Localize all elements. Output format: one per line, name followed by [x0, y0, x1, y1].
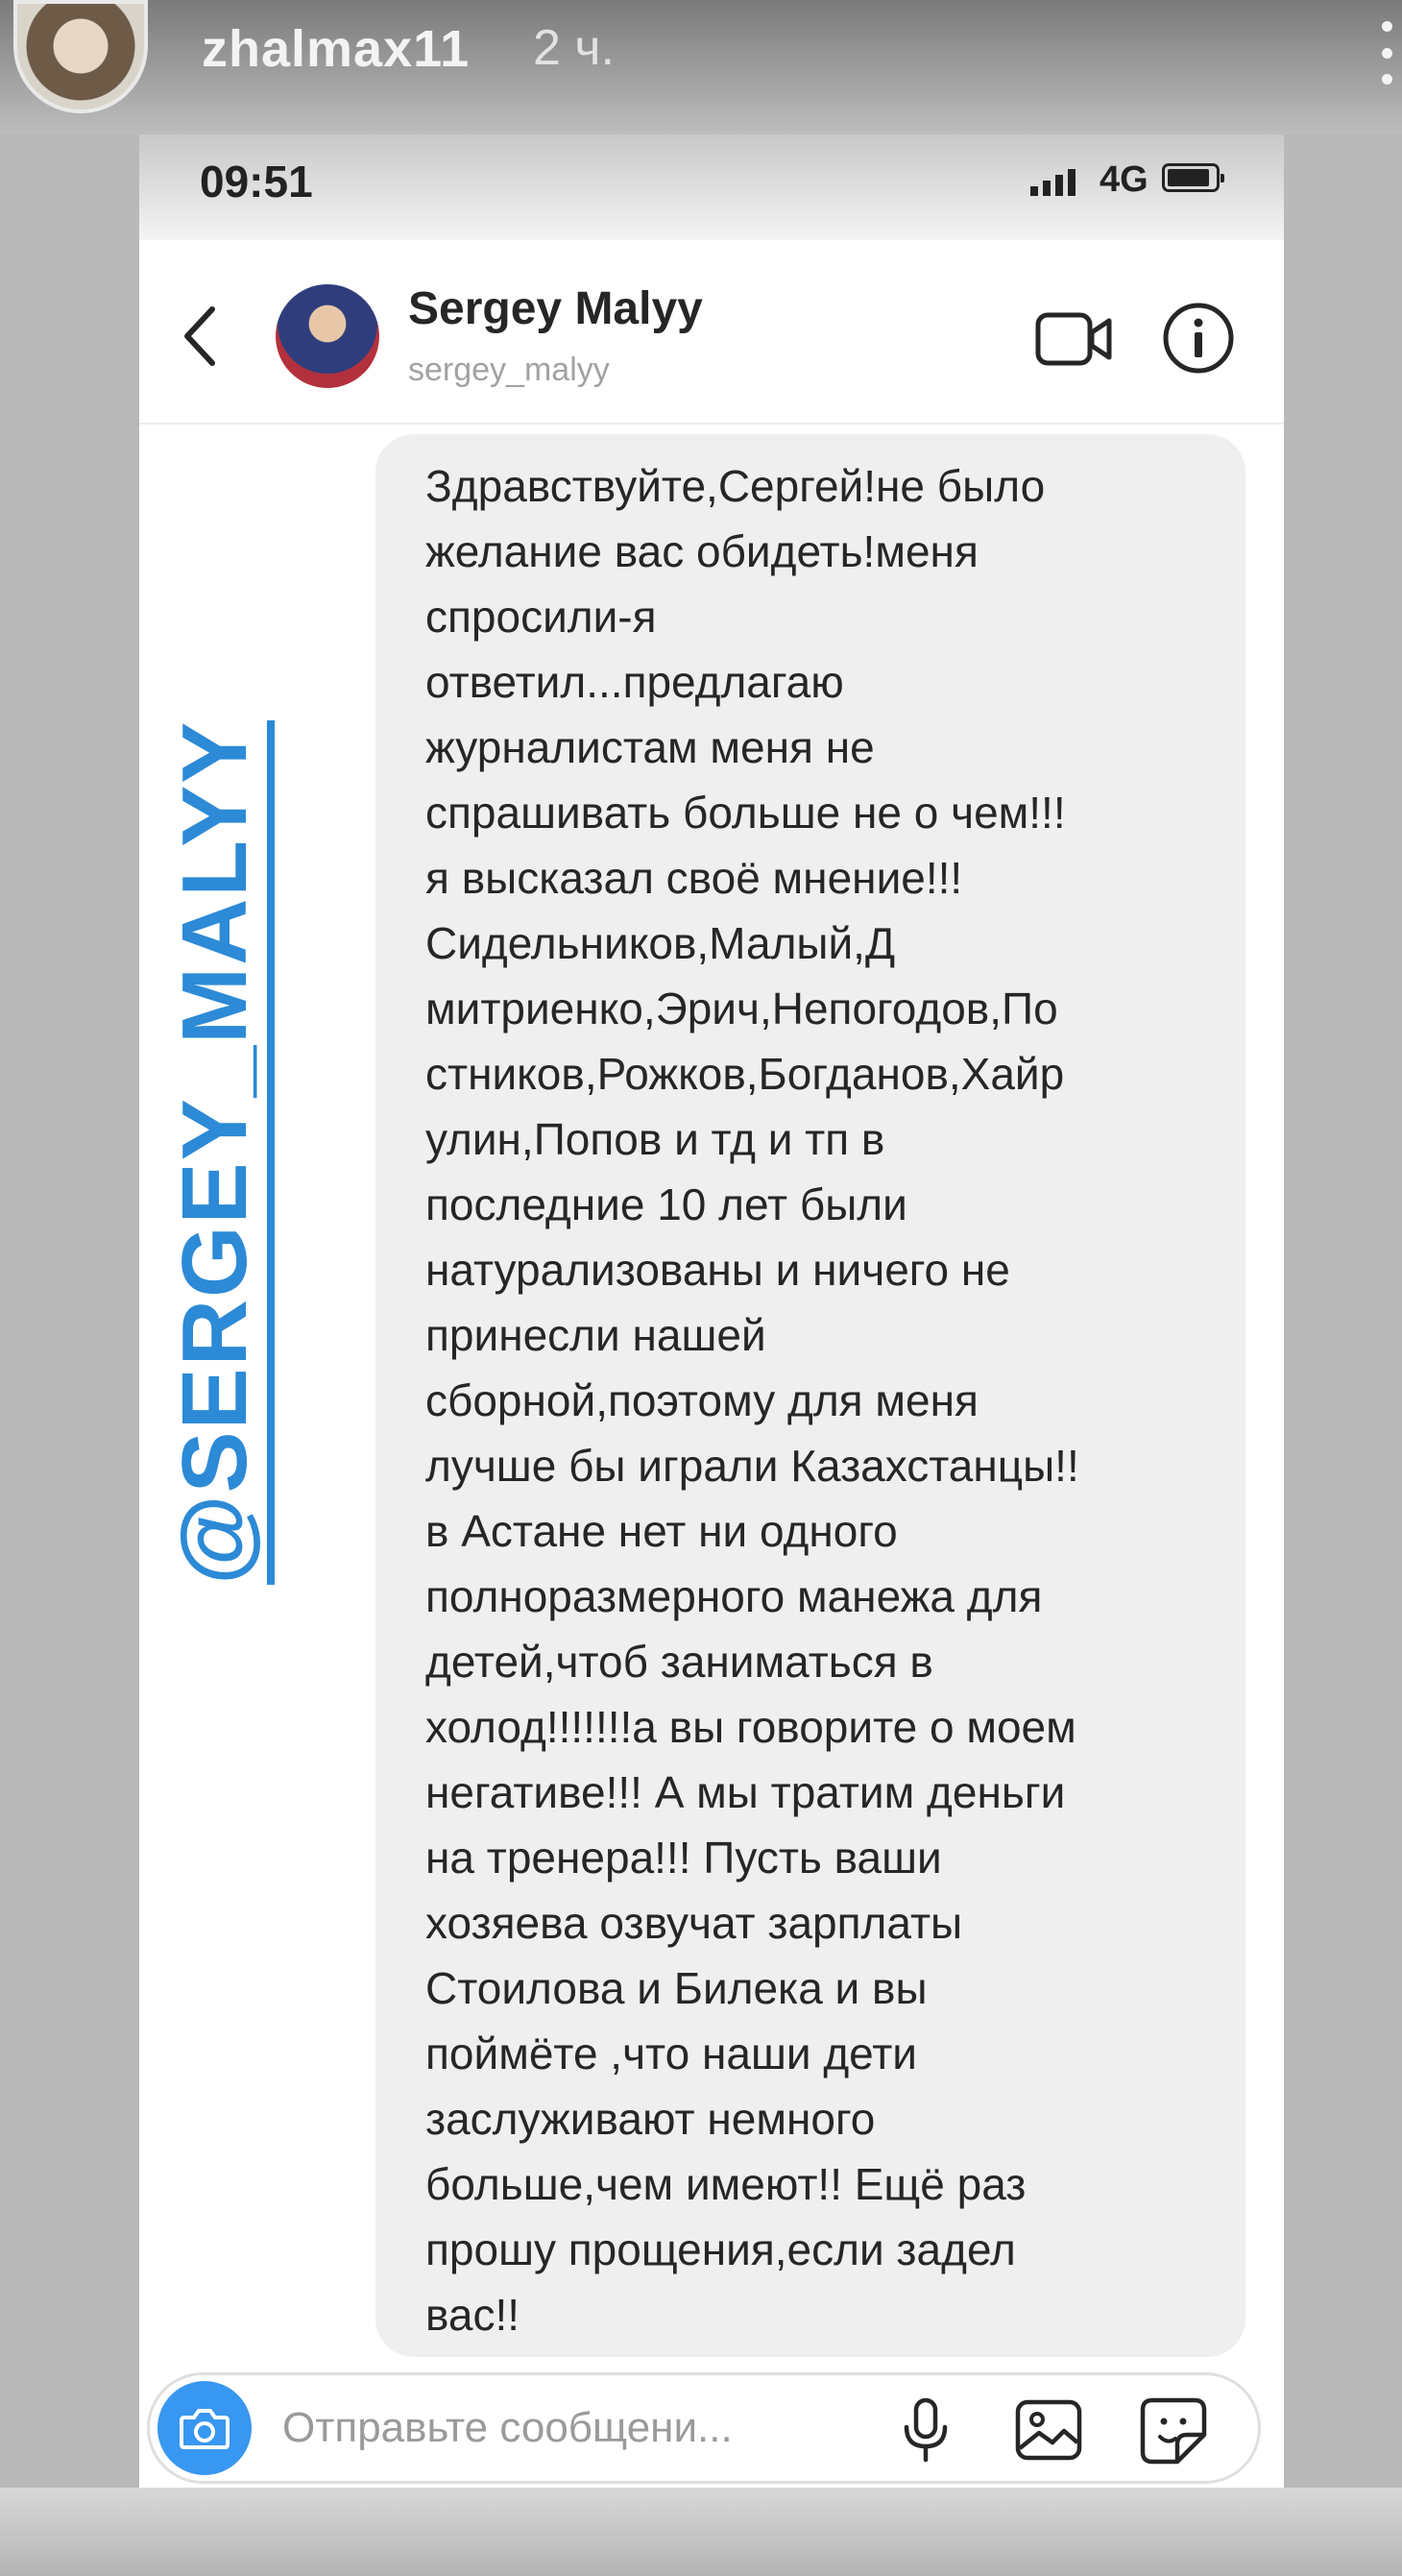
more-options-icon[interactable]	[1379, 21, 1394, 85]
signal-icon	[1030, 169, 1076, 196]
message-text: Здравствуйте,Сергей!не было желание вас обидеть!меня спросили-я ответил...предлагаю журналистам меня не спрашивать больше не о чем!!! я высказал своё мнение!!! Сидельников,Малый,Д митриенко,Эрич,Непогодов,По стников,Рожков,Богданов,Хайр улин,Попов и тд и тп в последние 10 лет были натурализованы и ничего не принесли нашей сборной,поэтому для меня лучше бы играли Казахстанцы!! в Астане нет ни одного полноразмерного манежа для детей,чтоб заниматься в холод!!!!!!!а вы говорите о моем негативе!!! А мы тратим деньги на тренера!!! Пусть ваши хозяева озвучат зарплаты Стоилова и Билека и вы поймёте ,что наши дети заслуживают немного больше,чем имеют!! Ещё раз прошу прощения,если задел вас!!	[425, 461, 1079, 2340]
info-icon[interactable]	[1160, 300, 1237, 377]
story-username[interactable]: zhalmax11	[202, 20, 471, 78]
message-input[interactable]	[280, 2398, 822, 2458]
battery-icon	[1162, 163, 1220, 192]
story-header	[0, 0, 1402, 134]
contact-handle: sergey_malyy	[408, 352, 610, 388]
contact-name[interactable]: Sergey Malyy	[408, 283, 703, 334]
sticker-icon[interactable]	[1139, 2396, 1208, 2466]
story-footer	[0, 2488, 1402, 2576]
status-time: 09:51	[200, 157, 313, 207]
video-camera-icon[interactable]	[1034, 309, 1115, 369]
message-bubble[interactable]	[375, 434, 1245, 2357]
dm-screenshot	[139, 134, 1284, 2488]
image-icon[interactable]	[1014, 2398, 1083, 2462]
avatar[interactable]	[276, 284, 379, 388]
camera-button[interactable]	[157, 2381, 252, 2475]
message-composer	[147, 2372, 1261, 2484]
mention-text: @SERGEY_MALYY	[169, 720, 275, 1585]
story-avatar[interactable]	[13, 0, 148, 113]
chevron-left-icon[interactable]	[174, 298, 226, 375]
chat-header	[139, 240, 1284, 425]
mention-sticker[interactable]	[163, 432, 275, 1585]
story-time-ago: 2 ч.	[533, 20, 615, 76]
microphone-icon[interactable]	[899, 2396, 953, 2464]
camera-icon	[179, 2406, 230, 2450]
network-type: 4G	[1100, 159, 1148, 200]
status-bar	[139, 134, 1284, 240]
